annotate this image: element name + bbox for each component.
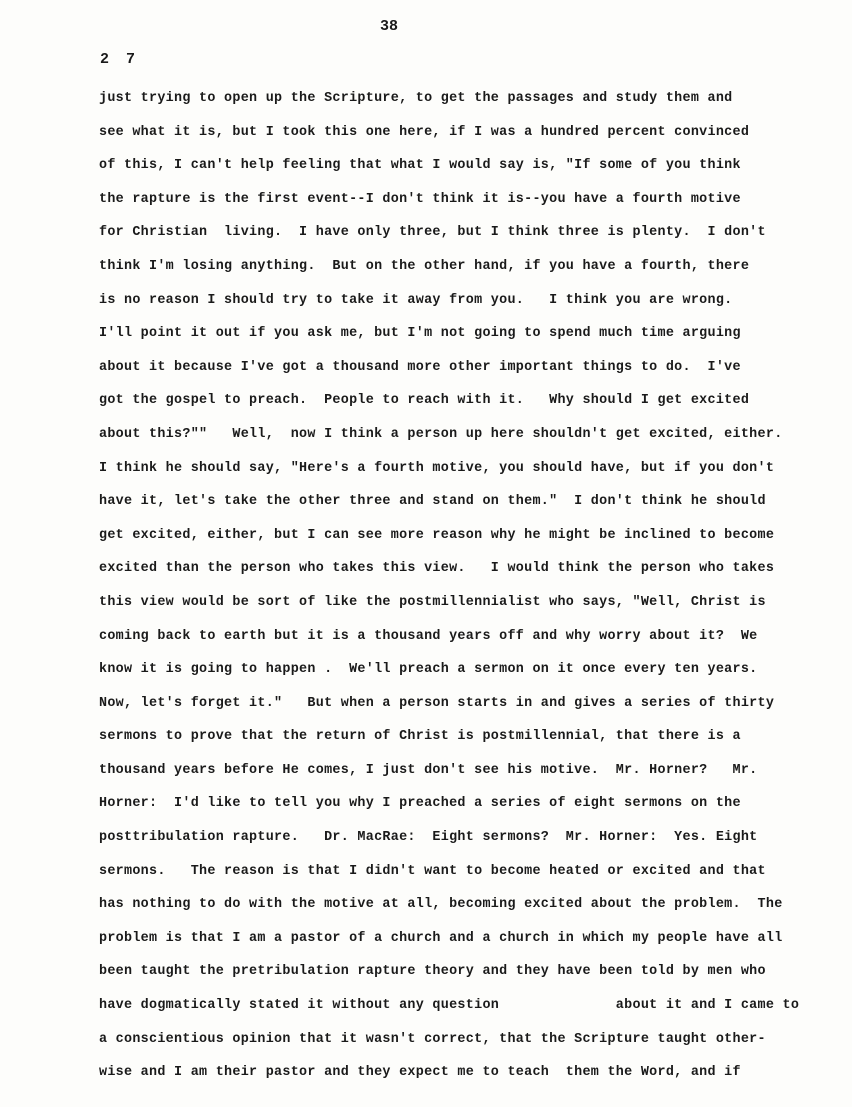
transcript-body (99, 86, 799, 1094)
text-line: sermons to prove that the return of Christ is postmillennial, that there is a (99, 729, 741, 745)
text-line: excited than the person who takes this view. I would think the person who takes (99, 561, 775, 577)
text-line: has nothing to do with the motive at all, becoming excited about the problem. The (99, 897, 783, 913)
text-line: just trying to open up the Scripture, to get the passages and study them and (99, 91, 733, 106)
text-line: problem is that I am a pastor of a church and a church in which my people have all (99, 930, 783, 946)
text-line: posttribulation rapture. Dr. MacRae: Eight sermons? Mr. Horner: Yes. Eight (99, 830, 758, 846)
text-line: sermons. The reason is that I didn't want to become heated or excited and that (99, 863, 766, 879)
text-line: the rapture is the first event--I don't think it is--you have a fourth motive (99, 191, 741, 207)
text-line: have dogmatically stated it without any question about it and I came to (99, 998, 800, 1014)
text-line: is no reason I should try to take it away from you. I think you are wrong. (99, 292, 733, 308)
text-line: know it is going to happen . We'll preach a sermon on it once every ten years. (99, 662, 758, 678)
text-line: I'll point it out if you ask me, but I'm not going to spend much time arguing (99, 326, 741, 342)
text-line: thousand years before He comes, I just don't see his motive. Mr. Horner? Mr. (99, 762, 758, 778)
text-line: have it, let's take the other three and stand on them." I don't think he should (99, 494, 766, 510)
text-line: about it because I've got a thousand more other important things to do. I've (99, 359, 741, 375)
text-line: this view would be sort of like the postmillennialist who says, "Well, Christ is (99, 594, 766, 610)
text-line: Horner: I'd like to tell you why I preached a series of eight sermons on the (99, 796, 741, 812)
text-line: Now, let's forget it." But when a person starts in and gives a series of thirty (99, 695, 775, 711)
section-reference: 2 7 (100, 51, 140, 68)
text-line: wise and I am their pastor and they expect me to teach them the Word, and if (99, 1065, 741, 1081)
text-line: for Christian living. I have only three, but I think three is plenty. I don't (99, 225, 766, 241)
text-line: see what it is, but I took this one here, if I was a hundred percent convinced (99, 124, 750, 140)
text-line: got the gospel to preach. People to reach with it. Why should I get excited (99, 393, 750, 409)
text-line: a conscientious opinion that it wasn't correct, that the Scripture taught other- (99, 1031, 766, 1047)
text-line: about this?"" Well, now I think a person up here shouldn't get excited, either. (99, 426, 783, 442)
page-number: 38 (380, 18, 399, 35)
text-line: get excited, either, but I can see more reason why he might be inclined to become (99, 527, 775, 543)
text-line: been taught the pretribulation rapture theory and they have been told by men who (99, 964, 766, 980)
text-line: I think he should say, "Here's a fourth motive, you should have, but if you don't (99, 460, 775, 476)
text-line: of this, I can't help feeling that what I would say is, "If some of you think (99, 158, 741, 174)
text-line: coming back to earth but it is a thousand years off and why worry about it? We (99, 628, 758, 644)
text-line: think I'm losing anything. But on the other hand, if you have a fourth, there (99, 258, 750, 274)
